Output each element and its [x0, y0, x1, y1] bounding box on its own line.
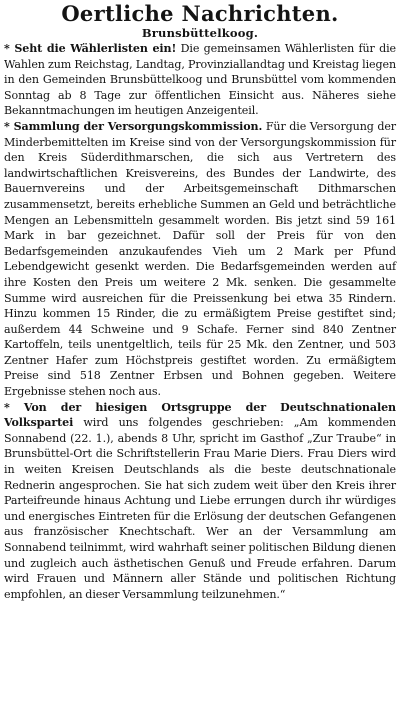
article-body: Für die Versorgung der Minderbemittelten im Kreise sind von der Versorgungskommission für den Kreis Süderdithmarschen, die sich aus Vertretern des landwirtschaftlichen Kreisvereins, des Bundes der Landwirte, des Bauernvereins und der Arbeitsgemeinschaft Dithmarschen zusammensetzt, bereits erhebliche Summen an Geld und beträchtliche Mengen an Lebensmitteln gesammelt worden. Bis jetzt sind 59 161 Mark in bar gezeichnet. Dafür soll der Preis für von den Bedarfsgemeinden anzukaufendes Vieh um 2 Mark per Pfund Lebendgewicht gesenkt werden. Die Bedarfsgemeinden werden auf ihre Kosten den Preis um weitere 2 Mk. senken. Die gesammelte Summe wird ausreichen für die Preissenkung bei etwa 35 Rindern. Hinzu kommen 15 Rinder, die zu ermäßigtem Preise gestiftet sind; außerdem 44 Schweine und 9 Schafe. Ferner sind 840 Zentner Kartoffeln, teils unentgeltlich, teils für 25 Mk. den Zentner, und 503 Zentner Hafer zum Höchstpreis gestiftet worden. Zu ermäßigtem Preise sind 518 Zentner Erbsen und Bohnen gegeben. Weitere Ergebnisse stehen noch aus.: [4, 119, 396, 399]
article-lead: * Seht die Wählerlisten ein!: [4, 42, 177, 55]
article-body: Die gemeinsamen Wählerlisten für die Wahlen zum Reichstag, Landtag, Provinziallandtag und Kreistag liegen in den Gemeinden Brunsbüttelkoog und Brunsbüttel vom kommenden Sonntag ab 8 Tage zur öffentlichen Einsicht aus. Näheres siehe Bekanntmachungen im heutigen Anzeigenteil.: [4, 42, 396, 118]
article-supply-commission: [4, 119, 396, 400]
section-heading: Oertliche Nachrichten.: [61, 1, 339, 26]
article-lead: * Von der hiesigen Ortsgruppe der Deutschnationalen Volkspartei: [4, 400, 396, 430]
locality-heading: Brunsbüttelkoog.: [141, 26, 259, 40]
article-lead: * Sammlung der Versorgungskommission.: [4, 119, 263, 133]
article-dnvp-meeting: [4, 400, 396, 603]
article-voter-lists: [4, 41, 396, 119]
article-body: wird uns folgendes geschrieben: „Am kommenden Sonnabend (22. 1.), abends 8 Uhr, spricht im Gasthof „Zur Traube“ in Brunsbüttel-Ort die Schriftstellerin Frau Marie Diers. Frau Diers wird in weiten Kreisen Deutschlands als die beste deutschnationale Rednerin angesprochen. Sie hat sich zudem weit über den Kreis ihrer Parteifreunde hinaus Achtung und Liebe errungen durch ihr würdiges und energisches Eintreten für die Erlösung der deutschen Gefangenen aus französischer Knechtschaft. Wer an der Versammlung am Sonnabend teilnimmt, wird wahrhaft seiner politischen Bildung dienen und zugleich auch ästhetischen Genuß und Freude erfahren. Darum wird Frauen und Männern aller Stände und politischen Richtung empfohlen, an dieser Versammlung teilzunehmen.“: [4, 416, 396, 601]
